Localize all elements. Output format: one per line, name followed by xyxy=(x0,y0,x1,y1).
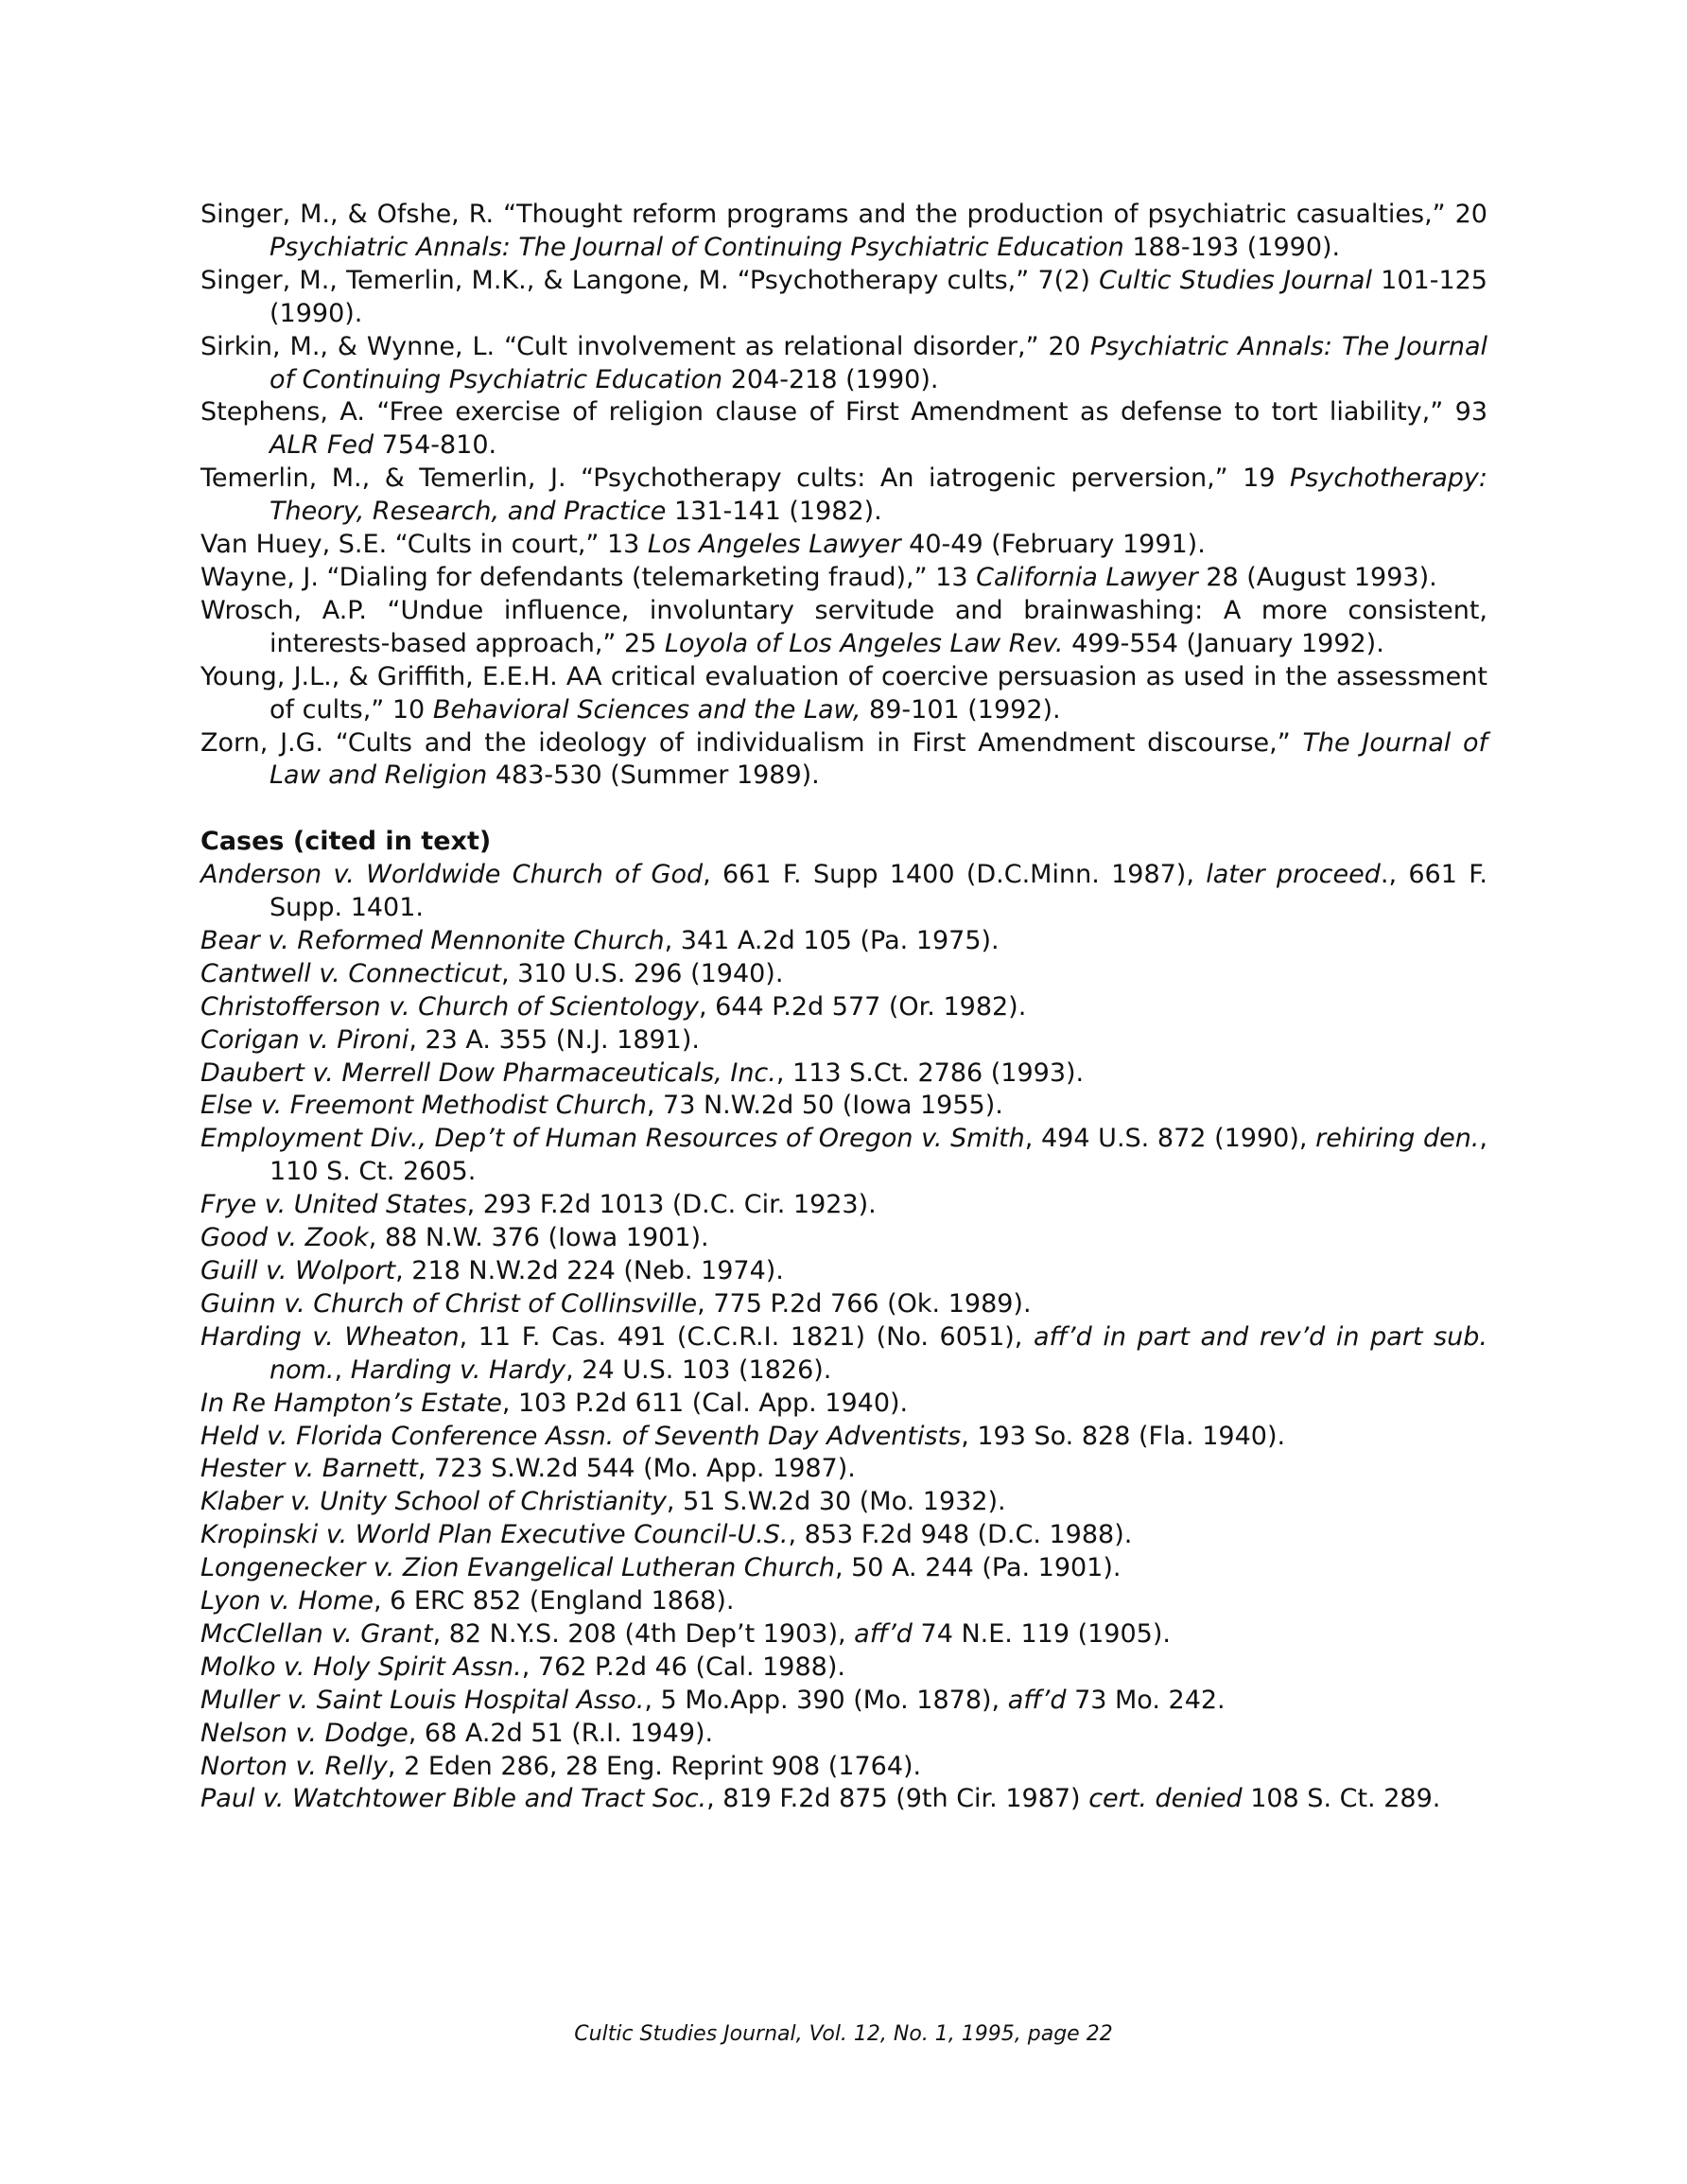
text: Young, J.L., & Griffith, E.E.H. AA critical evaluation of coercive persuasion as used in the assessment of cults,” 10 xyxy=(200,661,1487,725)
case-entry xyxy=(200,1585,1487,1618)
case-entry xyxy=(200,1189,1487,1222)
case-entry xyxy=(200,1783,1487,1816)
italic-text: cert. denied xyxy=(1088,1784,1243,1814)
text: , 51 S.W.2d 30 (Mo. 1932). xyxy=(666,1487,1006,1517)
bibliography-entry xyxy=(200,396,1487,463)
text: Van Huey, S.E. “Cults in court,” 13 xyxy=(200,530,648,560)
text: Singer, M., Temerlin, M.K., & Langone, M. “Psychotherapy cults,” 7(2) xyxy=(200,265,1100,295)
bibliography-entry xyxy=(200,727,1487,794)
bibliography-entry xyxy=(200,529,1487,562)
case-entry xyxy=(200,1388,1487,1421)
italic-text: In Re Hampton’s Estate xyxy=(200,1388,502,1418)
italic-text: Cultic Studies Journal xyxy=(1099,265,1372,295)
text: Singer, M., & Ofshe, R. “Thought reform programs and the production of psychiatric casualties,” 20 xyxy=(200,200,1487,229)
bibliography-entry xyxy=(200,562,1487,595)
case-entry xyxy=(200,1552,1487,1585)
italic-text: The Journal of Law and Religion xyxy=(270,727,1487,791)
case-entry xyxy=(200,1618,1487,1651)
text: , 193 So. 828 (Fla. 1940). xyxy=(961,1421,1286,1451)
italic-text: Loyola of Los Angeles Law Rev. xyxy=(664,628,1064,658)
text: , 24 U.S. 103 (1826). xyxy=(565,1354,832,1385)
case-entry xyxy=(200,958,1487,991)
case-entry xyxy=(200,1685,1487,1718)
italic-text: Molko v. Holy Spirit Assn. xyxy=(200,1651,522,1682)
italic-text: Norton v. Relly xyxy=(200,1751,388,1781)
text: , 494 U.S. 872 (1990), xyxy=(1024,1124,1316,1154)
italic-text: Employment Div., Dep’t of Human Resources of Oregon v. Smith xyxy=(200,1124,1025,1154)
text: , 310 U.S. 296 (1940). xyxy=(501,958,784,988)
case-entry xyxy=(200,1255,1487,1288)
text: 483-530 (Summer 1989). xyxy=(487,760,820,791)
text: , 723 S.W.2d 544 (Mo. App. 1987). xyxy=(417,1454,856,1484)
italic-text: Nelson v. Dodge xyxy=(200,1718,409,1748)
italic-text: Cantwell v. Connecticut xyxy=(200,958,502,988)
text: , 775 P.2d 766 (Ok. 1989). xyxy=(697,1288,1032,1319)
text: , 819 F.2d 875 (9th Cir. 1987) xyxy=(706,1784,1089,1814)
bibliography-entry xyxy=(200,595,1487,661)
text: Temerlin, M., & Temerlin, J. “Psychotherapy cults: An iatrogenic perversion,” 19 xyxy=(200,463,1291,494)
text: 73 Mo. 242. xyxy=(1066,1685,1226,1715)
case-entry xyxy=(200,1751,1487,1784)
italic-text: aff’d in part and rev’d in part sub. nom. xyxy=(270,1321,1487,1385)
bibliography-entry xyxy=(200,331,1487,397)
case-entry xyxy=(200,1090,1487,1123)
italic-text: Corigan v. Pironi xyxy=(200,1024,409,1055)
italic-text: Anderson v. Worldwide Church of God xyxy=(200,860,704,890)
text: ., 661 F. Supp. 1401. xyxy=(270,860,1487,923)
case-entry xyxy=(200,1024,1487,1057)
text: Zorn, J.G. “Cults and the ideology of individualism in First Amendment discourse,” xyxy=(200,727,1303,758)
italic-text: Muller v. Saint Louis Hospital Asso. xyxy=(200,1685,645,1715)
text: , 68 A.2d 51 (R.I. 1949). xyxy=(408,1718,714,1748)
text: Stephens, A. “Free exercise of religion clause of First Amendment as defense to tort liability,” 93 xyxy=(200,397,1487,428)
text: , 5 Mo.App. 390 (Mo. 1878), xyxy=(644,1685,1008,1715)
italic-text: Christofferson v. Church of Scientology xyxy=(200,991,699,1022)
italic-text: Los Angeles Lawyer xyxy=(647,530,901,560)
text: , 73 N.W.2d 50 (Iowa 1955). xyxy=(646,1091,1003,1121)
italic-text: Frye v. United States xyxy=(200,1190,467,1220)
italic-text: Klaber v. Unity School of Christianity xyxy=(200,1487,667,1517)
text: 40-49 (February 1991). xyxy=(900,530,1206,560)
italic-text: California Lawyer xyxy=(976,562,1198,592)
bibliography-list xyxy=(200,199,1487,793)
case-entry xyxy=(200,1519,1487,1552)
italic-text: aff’d xyxy=(1007,1685,1067,1715)
bibliography-entry xyxy=(200,199,1487,265)
text: 108 S. Ct. 289. xyxy=(1242,1784,1441,1814)
italic-text: Held v. Florida Conference Assn. of Seventh Day Adventists xyxy=(200,1421,962,1451)
case-entry xyxy=(200,859,1487,925)
italic-text: Daubert v. Merrell Dow Pharmaceuticals, Inc. xyxy=(200,1057,776,1088)
italic-text: Behavioral Sciences and the Law, xyxy=(432,694,861,725)
case-entry xyxy=(200,1651,1487,1685)
case-entry xyxy=(200,1123,1487,1189)
italic-text: Harding v. Hardy xyxy=(350,1354,566,1385)
text: , 661 F. Supp 1400 (D.C.Minn. 1987), xyxy=(703,860,1207,890)
text: 754-810. xyxy=(374,430,497,461)
italic-text: Harding v. Wheaton xyxy=(200,1321,460,1352)
case-entry xyxy=(200,991,1487,1024)
italic-text: Else v. Freemont Methodist Church xyxy=(200,1091,647,1121)
text: , 23 A. 355 (N.J. 1891). xyxy=(409,1024,700,1055)
text: , 103 P.2d 611 (Cal. App. 1940). xyxy=(501,1388,909,1418)
case-entry xyxy=(200,1057,1487,1091)
page-content xyxy=(200,199,1487,1816)
text: Wayne, J. “Dialing for defendants (telemarketing fraud),” 13 xyxy=(200,562,977,592)
italic-text: Paul v. Watchtower Bible and Tract Soc. xyxy=(200,1784,707,1814)
case-entry xyxy=(200,1288,1487,1321)
italic-text: Longenecker v. Zion Evangelical Lutheran Church xyxy=(200,1553,835,1583)
text: 28 (August 1993). xyxy=(1197,562,1437,592)
text: , 2 Eden 286, 28 Eng. Reprint 908 (1764). xyxy=(387,1751,922,1781)
bibliography-entry xyxy=(200,463,1487,529)
text: , 88 N.W. 376 (Iowa 1901). xyxy=(368,1223,709,1253)
italic-text: Kropinski v. World Plan Executive Council-U.S. xyxy=(200,1520,789,1550)
text: , 293 F.2d 1013 (D.C. Cir. 1923). xyxy=(466,1190,877,1220)
text: 89-101 (1992). xyxy=(861,694,1061,725)
text: , 218 N.W.2d 224 (Neb. 1974). xyxy=(395,1255,784,1285)
italic-text: Psychotherapy: Theory, Research, and Practice xyxy=(270,463,1487,527)
text: , 341 A.2d 105 (Pa. 1975). xyxy=(664,925,1000,955)
text: 499-554 (January 1992). xyxy=(1063,628,1384,658)
text: , 82 N.Y.S. 208 (4th Dep’t 1903), xyxy=(432,1618,855,1649)
section-spacer xyxy=(200,793,1487,826)
cases-list xyxy=(200,859,1487,1816)
text: , 853 F.2d 948 (D.C. 1988). xyxy=(788,1520,1133,1550)
text: , 11 F. Cas. 491 (C.C.R.I. 1821) (No. 6051), xyxy=(459,1321,1034,1352)
italic-text: Lyon v. Home xyxy=(200,1586,374,1616)
bibliography-entry xyxy=(200,661,1487,727)
text: , 50 A. 244 (Pa. 1901). xyxy=(834,1553,1122,1583)
italic-text: Psychiatric Annals: The Journal of Continuing Psychiatric Education xyxy=(270,331,1487,394)
case-entry xyxy=(200,925,1487,958)
case-entry xyxy=(200,1486,1487,1519)
italic-text: Guinn v. Church of Christ of Collinsville xyxy=(200,1288,698,1319)
case-entry xyxy=(200,1453,1487,1486)
text: , xyxy=(334,1354,351,1385)
case-entry xyxy=(200,1321,1487,1388)
case-entry xyxy=(200,1718,1487,1751)
text: 101-125 (1990). xyxy=(270,265,1487,328)
text: 131-141 (1982). xyxy=(666,497,882,527)
italic-text: McClellan v. Grant xyxy=(200,1618,433,1649)
text: , 113 S.Ct. 2786 (1993). xyxy=(775,1057,1085,1088)
bibliography-entry xyxy=(200,265,1487,331)
text: , 6 ERC 852 (England 1868). xyxy=(373,1586,735,1616)
text: Sirkin, M., & Wynne, L. “Cult involvement as relational disorder,” 20 xyxy=(200,331,1090,361)
italic-text: Psychiatric Annals: The Journal of Continuing Psychiatric Education xyxy=(270,232,1124,262)
text: 74 N.E. 119 (1905). xyxy=(912,1618,1171,1649)
text: 188-193 (1990). xyxy=(1123,232,1341,262)
text: , 644 P.2d 577 (Or. 1982). xyxy=(698,991,1027,1022)
italic-text: Good v. Zook xyxy=(200,1223,369,1253)
italic-text: ALR Fed xyxy=(270,430,374,461)
text: Wrosch, A.P. “Undue influence, involuntary servitude and brainwashing: A more consistent, interests-based approach,” 25 xyxy=(200,595,1487,658)
case-entry xyxy=(200,1421,1487,1454)
page-footer: Cultic Studies Journal, Vol. 12, No. 1, 1995, page 22 xyxy=(574,2022,1113,2046)
case-entry xyxy=(200,1222,1487,1255)
text: , 110 S. Ct. 2605. xyxy=(270,1124,1487,1187)
text: , 762 P.2d 46 (Cal. 1988). xyxy=(521,1651,845,1682)
cases-heading: Cases (cited in text) xyxy=(200,827,492,857)
italic-text: Hester v. Barnett xyxy=(200,1454,418,1484)
italic-text: Guill v. Wolport xyxy=(200,1255,396,1285)
italic-text: rehiring den. xyxy=(1315,1124,1480,1154)
italic-text: Bear v. Reformed Mennonite Church xyxy=(200,925,665,955)
italic-text: aff’d xyxy=(854,1618,913,1649)
text: 204-218 (1990). xyxy=(722,364,939,394)
italic-text: later proceed xyxy=(1206,860,1381,890)
